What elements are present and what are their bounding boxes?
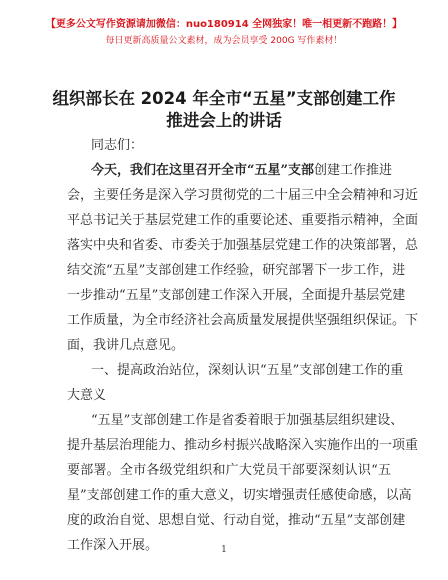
document-title-line-1: 组织部长在 2024 年全市“五星”支部创建工作 — [52, 89, 396, 108]
para1-line: 工作质量，为全市经济社会高质量发展提供坚强组织保证。下 — [67, 313, 419, 328]
para2-first-line: “五星”支部创建工作是省委着眼于加强基层组织建设、 — [91, 413, 404, 428]
promo-banner-line-2: 每日更新高质量公文素材，成为会员享受 200G 写作素材！ — [105, 36, 343, 46]
para1-bold-lead: 今天，我们在这里召开全市“五星”支部 — [91, 163, 314, 178]
para2-line: 星”支部创建工作的重大意义，切实增强责任感使命感，以高 — [67, 488, 412, 503]
page-number: 1 — [221, 545, 227, 555]
para2-last-line: 工作深入开展。 — [67, 538, 159, 553]
para1-line: 平总书记关于基层党建工作的重要论述、重要指示精神，全面 — [67, 213, 419, 228]
section-heading-1-line-1: 一、提高政治站位，深刻认识“五星”支部创建工作的重 — [91, 363, 404, 378]
promo-banner-line-1: 【更多公文写作资源请加微信：nuo180914 全网独家！唯一相更新不跑路！】 — [45, 19, 403, 30]
para1-first-line — [91, 158, 392, 183]
para2-line: 要部署。全市各级党组织和广大党员干部要深刻认识“五 — [67, 463, 391, 478]
para2-line: 提升基层治理能力、推动乡村振兴战略深入实施作出的一项重 — [67, 438, 419, 453]
para1-line: 一步推动“五星”支部创建工作深入开展，全面提升基层党建 — [67, 288, 406, 303]
para1-last-line: 面，我讲几点意见。 — [67, 338, 185, 353]
para1-lead-rest: 创建工作推进 — [313, 163, 392, 178]
section-heading-1-line-2: 大意义 — [67, 388, 107, 403]
para1-line: 结交流“五星”支部创建工作经验，研究部署下一步工作，进 — [67, 263, 406, 278]
salutation: 同志们： — [91, 138, 144, 153]
para1-line: 会，主要任务是深入学习贯彻党的二十届三中全会精神和习近 — [67, 188, 419, 203]
para1-line: 落实中央和省委、市委关于加强基层党建工作的决策部署，总 — [67, 238, 419, 253]
para2-line: 度的政治自觉、思想自觉、行动自觉，推动“五星”支部创建 — [67, 513, 406, 528]
document-title-line-2: 推进会上的讲话 — [166, 111, 282, 130]
